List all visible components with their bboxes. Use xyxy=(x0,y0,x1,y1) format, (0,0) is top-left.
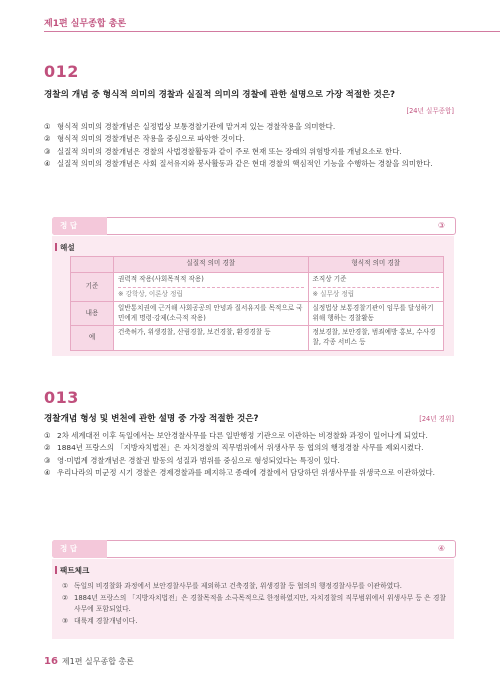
table-header: 형식적 의미 경찰 xyxy=(308,257,443,273)
explanation-title: 해설 xyxy=(60,243,75,252)
question-number: 012 xyxy=(44,62,79,81)
table-cell: 실정법상 보통경찰기관이 임무를 달성하기 위해 행하는 경찰활동 xyxy=(308,302,443,326)
explanation-marker xyxy=(55,243,57,251)
table-row xyxy=(71,273,444,302)
option: ④ 실질적 의미의 경찰개념은 사회 질서유지와 봉사활동과 같은 현대 경찰의 핵심적인 기능을 수행하는 경찰을 의미한다. xyxy=(44,158,433,168)
explanation-title: 팩트체크 xyxy=(60,566,90,575)
option: ① 형식적 의미의 경찰개념은 실정법상 보통경찰기관에 맡겨져 있는 경찰작용을 의미한다. xyxy=(44,122,336,131)
answer-bar xyxy=(52,217,456,235)
page-footer xyxy=(44,656,134,667)
fact-item: ③ 대륙계 경찰개념이다. xyxy=(62,616,138,625)
option: ④ 우리나라의 미군정 시기 경찰은 경제경찰과를 폐지하고 종래에 경찰에서 담당하던 위생사무를 위생국으로 이관하였다. xyxy=(44,467,436,477)
answer-label: 정 답 xyxy=(52,217,107,235)
row-label: 기준 xyxy=(71,273,114,302)
row-label: 내용 xyxy=(71,302,114,326)
answer-label: 정 답 xyxy=(52,540,107,558)
option: ③ 영·미법계 경찰개념은 경찰권 발동의 성질과 범위를 중심으로 형성되었다는 특징이 있다. xyxy=(44,455,340,465)
option: ③ 실질적 의미의 경찰개념은 경찰의 사법경찰활동과 같이 주로 현재 또는 장래의 위험방지를 개념요소로 한다. xyxy=(44,146,402,156)
option: ② 형식적 의미의 경찰개념은 작용을 중심으로 파악한 것이다. xyxy=(44,134,245,144)
option: ① 2차 세계대전 이후 독일에서는 보안경찰사무를 다른 일반행정 기관으로 이관하는 비경찰화 과정이 일어나게 되었다. xyxy=(44,431,428,440)
fact-item: ② 1884년 프랑스의 「지방자치법전」은 경찰목적을 소극목적으로 한정하였지만, 자치경찰의 직무범위에서 위생사무 등 은 경찰사무에 포함되었다. xyxy=(62,593,446,614)
header-title: 제1편 실무종합 총론 xyxy=(44,19,127,29)
comparison-table xyxy=(70,256,444,351)
question-text: 경찰의 개념 중 형식적 의미의 경찰과 실질적 의미의 경찰에 관한 설명으로 가장 적절한 것은? xyxy=(44,90,396,100)
options-list xyxy=(44,121,462,170)
question-text: 경찰개념 형성 및 변천에 관한 설명 중 가장 적절한 것은? xyxy=(44,414,259,424)
fact-list xyxy=(62,581,446,627)
fact-check-box xyxy=(52,559,454,639)
table-cell: 권력적 작용(사회목적적 작용) ※ 강학상, 이론상 정립 xyxy=(114,273,309,302)
answer-value: ④ xyxy=(437,544,445,553)
table-cell: 조직상 기준 ※ 실무상 정립 xyxy=(308,273,443,302)
explanation-marker xyxy=(55,566,57,574)
table-cell: 정보경찰, 보안경찰, 범죄예방 홍보, 수사경찰, 각종 서비스 등 xyxy=(308,326,443,350)
header-divider xyxy=(44,31,500,32)
answer-value: ③ xyxy=(437,221,445,230)
explanation-box xyxy=(52,236,454,356)
options-list xyxy=(44,430,462,479)
page-number: 16 xyxy=(44,656,58,667)
question-source-tag: [24년 경위] xyxy=(419,415,454,423)
option: ② 1884년 프랑스의 「지방자치법전」은 자치경찰의 직무범위에서 위생사무 등 협의의 행정경찰 사무를 제외시켰다. xyxy=(44,443,424,453)
table-cell: 일반통치권에 근거해 사회공공의 안녕과 질서유지를 목적으로 국민에게 명령·강제(소극적 작용) xyxy=(114,302,309,326)
question-number: 013 xyxy=(44,388,79,407)
fact-item: ① 독일의 비경찰화 과정에서 보안경찰사무를 제외하고 건축경찰, 위생경찰 등 협의의 행정경찰사무를 이관하였다. xyxy=(62,582,402,590)
question-source-tag: [24년 실무종합] xyxy=(406,107,454,115)
row-label: 예 xyxy=(71,326,114,350)
footer-section: 제1편 실무종합 총론 xyxy=(61,657,134,666)
table-row xyxy=(71,302,444,326)
table-header: 실질적 의미 경찰 xyxy=(114,257,309,273)
table-header xyxy=(71,257,114,273)
answer-bar xyxy=(52,540,456,558)
table-header-row xyxy=(71,257,444,273)
table-row xyxy=(71,326,444,350)
table-cell: 건축허가, 위생경찰, 산림경찰, 보건경찰, 환경경찰 등 xyxy=(114,326,309,350)
